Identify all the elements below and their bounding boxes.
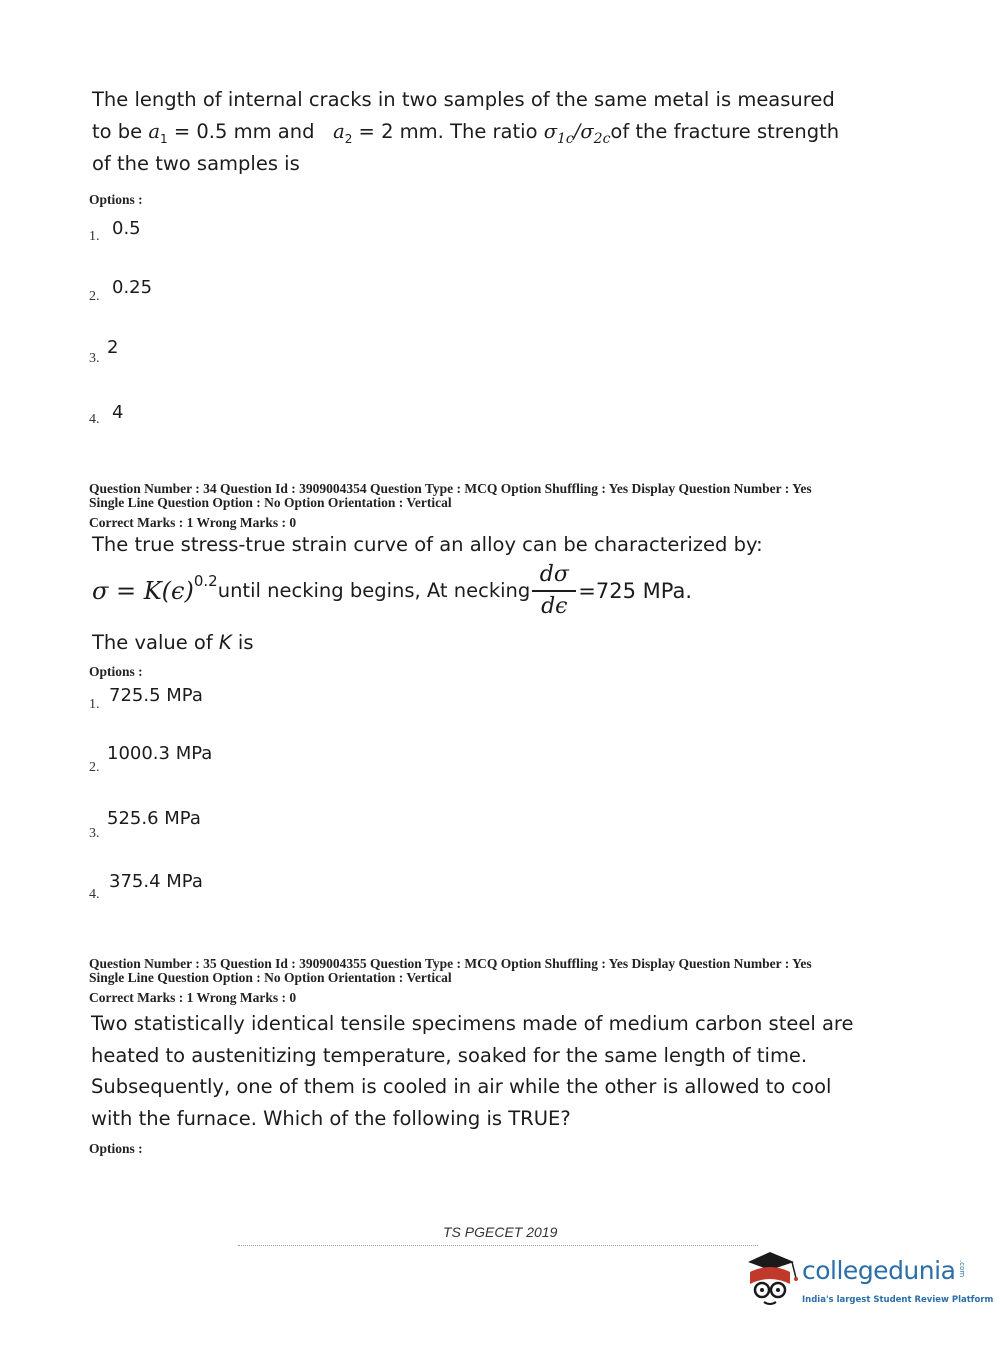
q34-option-num: 4. [89, 887, 100, 902]
q33-line3: of the two samples is [92, 152, 300, 175]
q33-line2: to be $a_1 = 0.5$ mm and $a_2 = 2$ mm. The ratio $\sigma_{1c}/\sigma_{2c}of$ the fracture strength [92, 120, 840, 147]
q35-line4: with the furnace. Which of the following is TRUE? [91, 1107, 571, 1130]
q33-line1: The length of internal cracks in two samples of the same metal is measured [92, 88, 835, 111]
q34-option-num: 3. [89, 826, 100, 841]
q35-line2: heated to austenitizing temperature, soaked for the same length of time. [91, 1044, 808, 1067]
q33-option-num: 4. [89, 412, 100, 427]
q33-option-value: 2 [107, 337, 119, 358]
formula-lhs: σ = K(ϵ) [92, 577, 194, 605]
q34-meta-line1: Question Number : 34 Question Id : 3909004354 Question Type : MCQ Option Shuffling : Yes Display Question Number : Yes [89, 481, 812, 496]
derivative-fraction [532, 562, 576, 620]
q34-marks: Correct Marks : 1 Wrong Marks : 0 [89, 515, 297, 530]
q35-meta-line1: Question Number : 35 Question Id : 3909004355 Question Type : MCQ Option Shuffling : Yes Display Question Number : Yes [89, 956, 812, 971]
q34-option-value: 1000.3 MPa [107, 743, 213, 764]
exam-footer: TS PGECET 2019 [443, 1224, 558, 1240]
q34-option-value: 525.6 MPa [107, 808, 201, 829]
formula-exponent: 0.2 [193, 572, 218, 590]
footer-divider [238, 1245, 758, 1246]
q35-meta-line2: Single Line Question Option : No Option Orientation : Vertical [89, 970, 452, 985]
logo-tagline: India's largest Student Review Platform [802, 1295, 994, 1305]
logo-name: collegedunia [802, 1256, 956, 1285]
q34-line3: The value of K is [92, 631, 254, 654]
formula-text: until necking begins, At necking [217, 579, 531, 602]
q34-options-label: Options : [89, 664, 143, 679]
formula-end: =725 MPa. [578, 579, 693, 603]
logo-com: .com [958, 1260, 966, 1278]
q33-option-value: 0.5 [112, 218, 141, 239]
q35-options-label: Options : [89, 1141, 143, 1156]
q33-option-num: 3. [89, 351, 100, 366]
q34-line1: The true stress-true strain curve of an alloy can be characterized by: [92, 533, 763, 556]
q34-option-num: 1. [89, 697, 100, 712]
q35-marks: Correct Marks : 1 Wrong Marks : 0 [89, 990, 297, 1005]
q33-option-num: 1. [89, 229, 100, 244]
fraction-denominator: dϵ [541, 594, 568, 619]
mascot-icon [740, 1244, 802, 1314]
q34-meta-line2: Single Line Question Option : No Option Orientation : Vertical [89, 495, 452, 510]
q34-option-num: 2. [89, 760, 100, 775]
q33-options-label: Options : [89, 192, 143, 207]
q34-option-value: 725.5 MPa [109, 685, 203, 706]
q35-line3: Subsequently, one of them is cooled in air while the other is allowed to cool [91, 1075, 832, 1098]
q33-option-num: 2. [89, 289, 100, 304]
q33-option-value: 4 [112, 402, 124, 423]
fraction-numerator: dσ [539, 562, 569, 587]
q34-option-value: 375.4 MPa [109, 871, 203, 892]
q34-formula [92, 562, 692, 620]
q35-line1: Two statistically identical tensile specimens made of medium carbon steel are [91, 1012, 854, 1035]
q33-option-value: 0.25 [112, 277, 153, 298]
collegedunia-logo [740, 1244, 994, 1314]
